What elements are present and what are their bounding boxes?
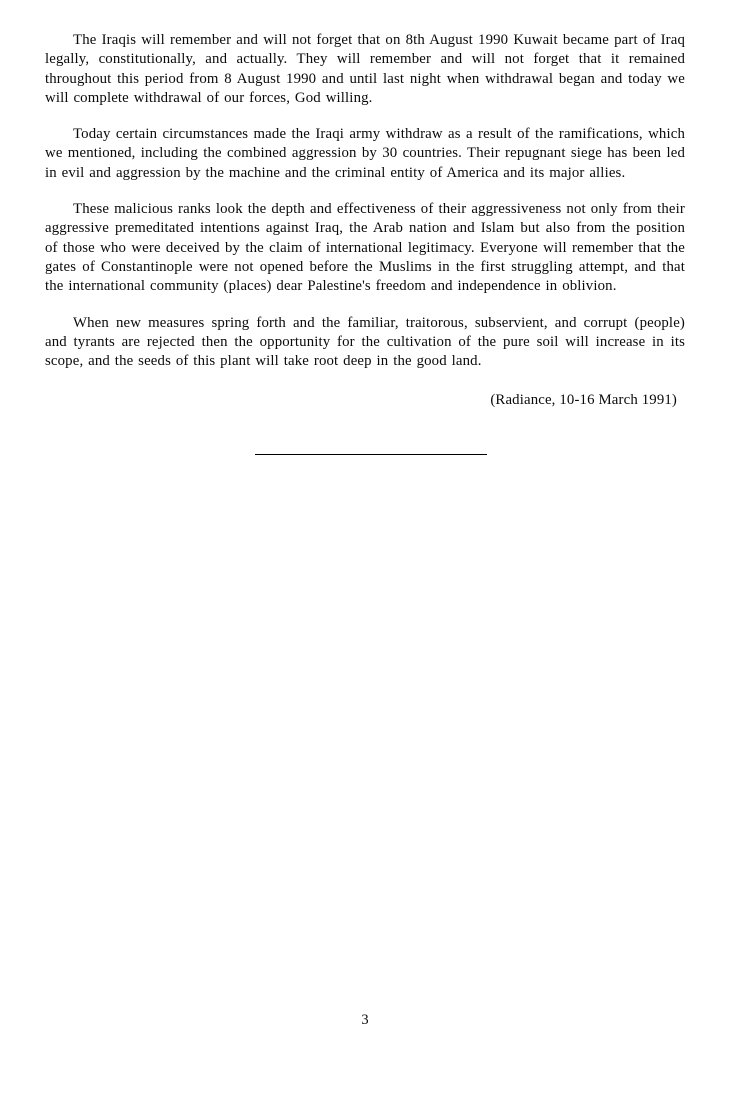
document-body <box>0 0 730 455</box>
source-citation: (Radiance, 10-16 March 1991) <box>490 392 677 409</box>
paragraph: These malicious ranks look the depth and effectiveness of their aggressiveness not only from their aggressive premeditated intentions against Iraq, the Arab nation and Islam but also from the position of those who were deceived by the claim of international legitimacy. Everyone will remember that the gates of Constantinople were not opened before the Muslims in the first struggling attempt, and that the international community (places) dear Palestine's freedom and independence in oblivion. <box>45 201 685 295</box>
paragraph: When new measures spring forth and the familiar, traitorous, subservient, and corrupt (people) and tyrants are rejected then the opportunity for the cultivation of the pure soil will increase in its scope, and the seeds of this plant will take root deep in the good land. <box>45 314 685 370</box>
paragraph: Today certain circumstances made the Iraqi army withdraw as a result of the ramifications, which we mentioned, including the combined aggression by 30 countries. Their repugnant siege has been led in evil and aggression by the machine and the criminal entity of America and its major allies. <box>45 126 685 181</box>
paragraph: The Iraqis will remember and will not forget that on 8th August 1990 Kuwait became part of Iraq legally, constitutionally, and actually. They will remember and will not forget that it remained throughout this period from 8 August 1990 and until last night when withdrawal began and today we will complete withdrawal of our forces, God willing. <box>45 32 685 106</box>
section-divider <box>255 454 487 455</box>
page-number: 3 <box>361 1012 369 1028</box>
